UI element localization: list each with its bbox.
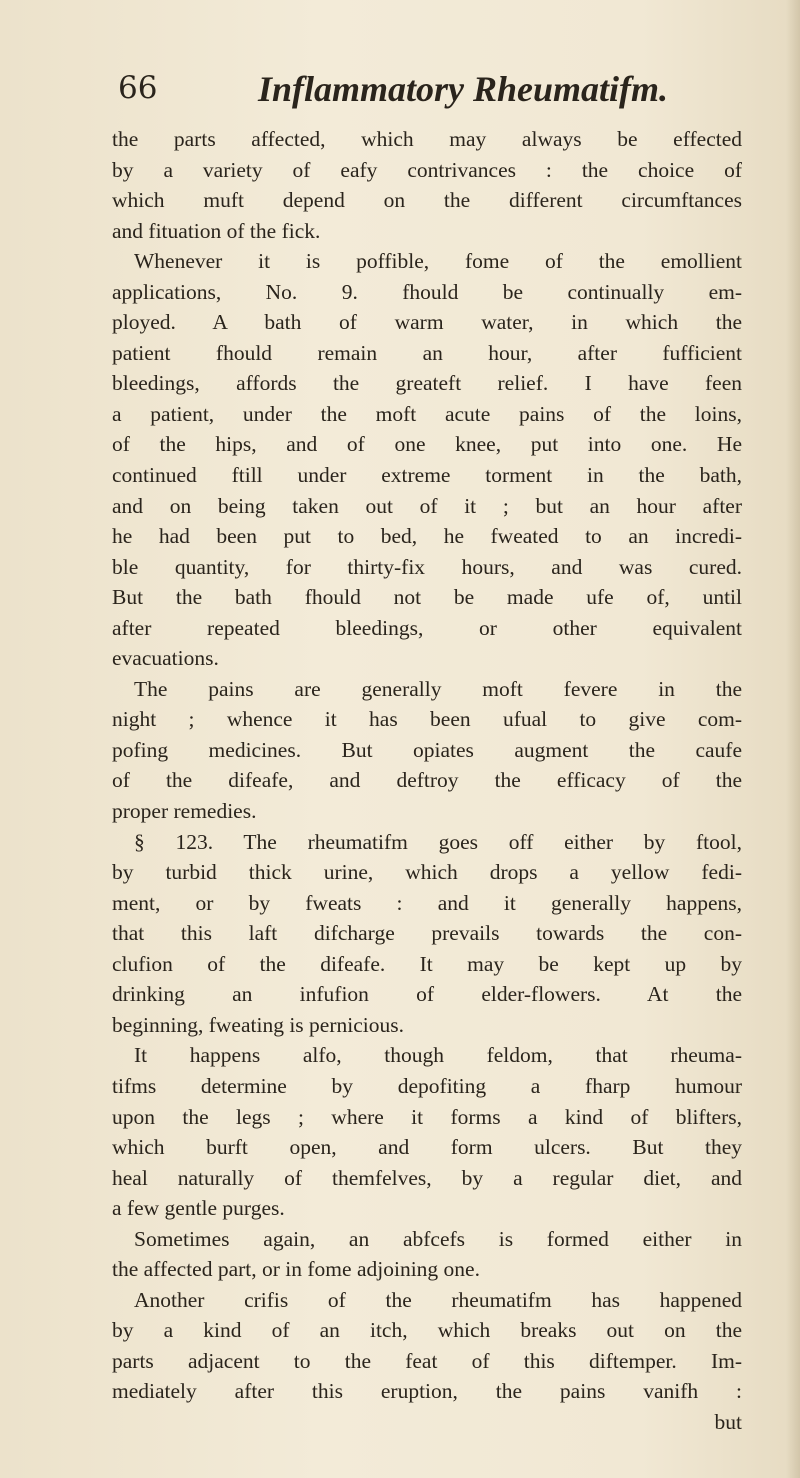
text-line: heal naturally of themfelves, by a regular diet, and [112, 1165, 742, 1190]
text-line: patient fhould remain an hour, after fufficient [112, 340, 742, 365]
running-head: Inflammatory Rheumatifm. [258, 69, 669, 109]
text-line: he had been put to bed, he fweated to an incredi- [112, 524, 742, 549]
text-line: upon the legs ; where it forms a kind of blifters, [112, 1104, 742, 1129]
text-line: drinking an infufion of elder-flowers. At the [112, 982, 742, 1007]
text-line: ployed. A bath of warm water, in which the [112, 310, 742, 335]
catchword: but [714, 1409, 742, 1434]
text-line: mediately after this eruption, the pains vanifh : [112, 1379, 742, 1404]
text-line: the affected part, or in fome adjoining one. [112, 1257, 480, 1282]
text-line: Whenever it is poffible, fome of the emollient [134, 249, 742, 274]
text-line: ble quantity, for thirty-fix hours, and was cured. [112, 554, 742, 579]
page-number: 66 [118, 70, 158, 106]
text-line: a few gentle purges. [112, 1196, 285, 1221]
text-line: by a kind of an itch, which breaks out on the [112, 1318, 742, 1343]
text-line: which muft depend on the different circumftances [112, 188, 742, 213]
text-line: pofing medicines. But opiates augment the caufe [112, 737, 742, 762]
page-edge-shadow [786, 0, 800, 1478]
text-line: § 123. The rheumatifm goes off either by ftool, [134, 829, 742, 854]
text-line: tifms determine by depofiting a fharp humour [112, 1073, 742, 1098]
page-header [118, 60, 718, 120]
text-line: ment, or by fweats : and it generally happens, [112, 890, 742, 915]
text-line: night ; whence it has been ufual to give com- [112, 707, 742, 732]
text-line: by turbid thick urine, which drops a yellow fedi- [112, 860, 742, 885]
text-line: and on being taken out of it ; but an hour after [112, 493, 742, 518]
text-line: the parts affected, which may always be effected [112, 127, 742, 151]
text-line: after repeated bleedings, or other equivalent [112, 615, 742, 640]
text-line: of the hips, and of one knee, put into one. He [112, 432, 742, 457]
text-line: clufion of the difeafe. It may be kept up by [112, 951, 742, 976]
text-line: evacuations. [112, 646, 219, 671]
text-line: parts adjacent to the feat of this diftemper. Im- [112, 1348, 742, 1373]
text-line: beginning, fweating is pernicious. [112, 1012, 404, 1037]
text-line: It happens alfo, though feldom, that rheuma- [134, 1043, 742, 1068]
text-line: bleedings, affords the greateft relief. I have feen [112, 371, 742, 396]
text-line: and fituation of the fick. [112, 218, 321, 243]
text-line: by a variety of eafy contrivances : the choice of [112, 157, 742, 182]
text-line: that this laft difcharge prevails towards the con- [112, 921, 742, 946]
text-line: The pains are generally moft fevere in the [134, 676, 742, 701]
text-line: continued ftill under extreme torment in the bath, [112, 463, 742, 488]
text-line: a patient, under the moft acute pains of the loins, [112, 401, 742, 426]
text-line: applications, No. 9. fhould be continually em- [112, 279, 742, 304]
text-line: of the difeafe, and deftroy the efficacy of the [112, 768, 742, 793]
text-line: But the bath fhould not be made ufe of, until [112, 585, 742, 610]
text-line: Sometimes again, an abfcefs is formed either in [134, 1226, 742, 1251]
text-line: Another crifis of the rheumatifm has happened [134, 1287, 742, 1312]
body-text [112, 124, 742, 1438]
text-line: proper remedies. [112, 799, 257, 824]
text-line: which burft open, and form ulcers. But they [112, 1135, 742, 1160]
